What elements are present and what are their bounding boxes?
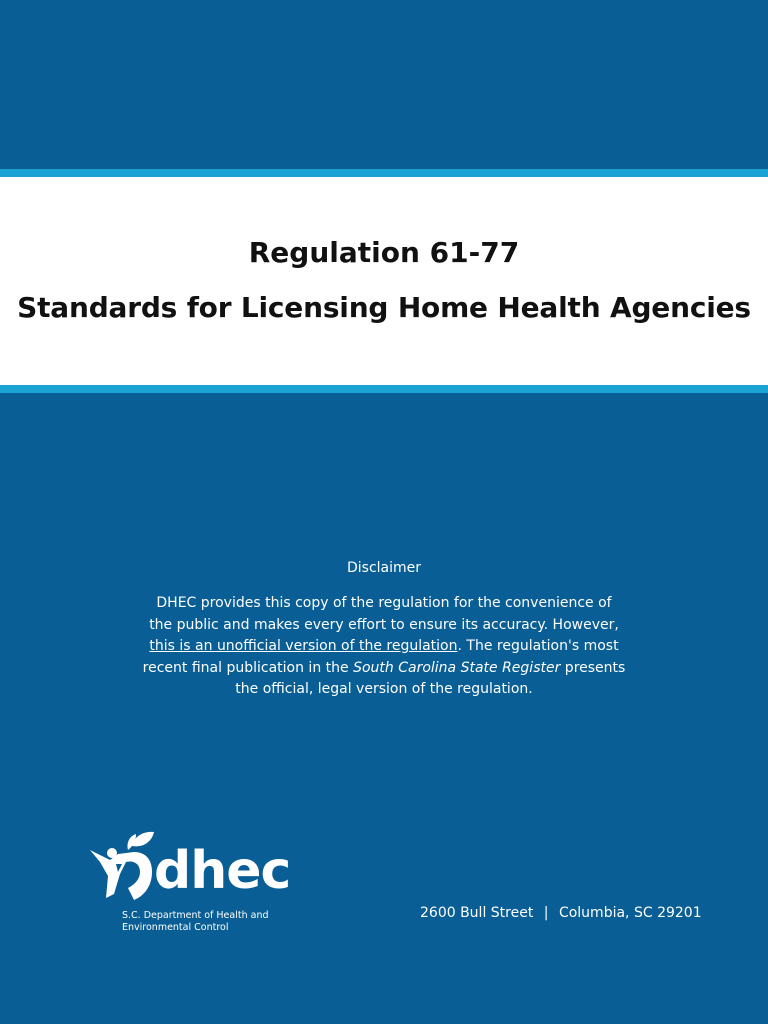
disclaimer-line-3-rest: . The regulation's most — [457, 638, 619, 654]
street-address: 2600 Bull Street — [420, 905, 534, 921]
disclaimer-heading: Disclaimer — [346, 560, 422, 576]
unofficial-version-notice: this is an unofficial version of the regulation — [149, 638, 458, 654]
disclaimer-line-5: the official, legal version of the regulation. — [235, 681, 533, 697]
dhec-wordmark: dhec — [154, 841, 291, 901]
dhec-full-name-line-2: Environmental Control — [122, 922, 229, 933]
regulation-title: Standards for Licensing Home Health Agencies — [17, 291, 751, 324]
disclaimer-line-3 — [134, 636, 634, 658]
address-separator: | — [543, 905, 549, 921]
disclaimer-text — [134, 593, 634, 701]
bottom-accent-stripe — [0, 385, 768, 393]
disclaimer-line-4 — [134, 658, 634, 680]
disclaimer-line-4-pre: recent final publication in the — [142, 659, 354, 676]
disclaimer-line-1: DHEC provides this copy of the regulation for the convenience of — [156, 595, 612, 611]
city-state-zip: Columbia, SC 29201 — [558, 905, 702, 921]
top-accent-stripe — [0, 169, 768, 177]
title-band — [0, 177, 768, 385]
state-register-name: South Carolina State Register — [353, 659, 561, 676]
dhec-full-name — [122, 910, 269, 934]
disclaimer-line-2: the public and makes every effort to ensure its accuracy. However, — [149, 616, 619, 633]
regulation-number: Regulation 61-77 — [248, 236, 520, 269]
dhec-full-name-line-1: S.C. Department of Health and — [122, 910, 269, 921]
dhec-logo — [88, 828, 291, 938]
address — [420, 905, 702, 921]
disclaimer-line-4-post: presents — [560, 659, 626, 676]
